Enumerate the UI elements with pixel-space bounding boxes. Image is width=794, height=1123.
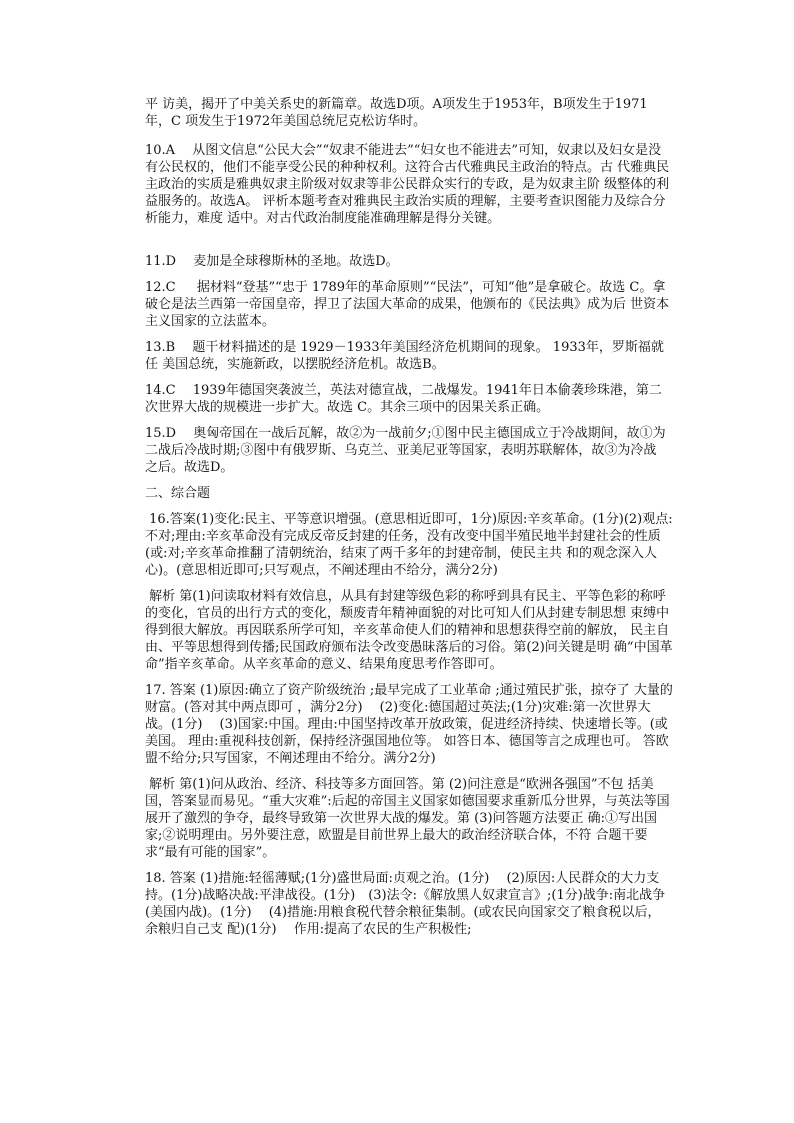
document-page bbox=[145, 96, 673, 938]
paragraph-answer-15: 15.D 奥匈帝国在一战后瓦解，故②为一战前夕;①图中民主德国成立于冷战期间，故①为 二战后冷战时期;③图中有俄罗斯、乌克兰、亚美尼亚等国家，表明苏联解体，故③为冷战 之后。故选D。 bbox=[145, 426, 670, 475]
paragraph-answer-13: 13.B 题干材料描述的是 1929－1933年美国经济危机期间的现象。 1933年，罗斯福就任 美国总统，实施新政，以摆脱经济危机。故选B。 bbox=[145, 340, 664, 372]
paragraph-answer-16: 16.答案(1)变化:民主、平等意识增强。(意思相近即可，1分)原因:辛亥革命。(1分)(2)观点:不对;理由:辛亥革命没有完成反帝反封建的任务，没有改变中国半殖民地半封建社会的性质(或:对;辛亥革命推翻了清朝统治，结束了两千多年的封建帝制，使民主共 和的观念深入人心)。(意思相近即可;只写观点，不阐述理由不给分，满分2分) bbox=[145, 512, 673, 578]
paragraph-answer-11: 11.D 麦加是全球穆斯林的圣地。故选D。 bbox=[145, 254, 399, 269]
paragraph-analysis-16: 解析 第(1)问读取材料有效信息，从具有封建等级色彩的称呼到具有民主、平等色彩的称呼的变化，官员的出行方式的变化，颓废青年精神面貌的对比可知人们从封建专制思想 束缚中得到很大解放。再因联系所学可知，辛亥革命使人们的精神和思想获得空前的解放， 民主自由、平等思想得到传播;民国政府颁布法令改变愚昧落后的习俗。第(2)问关键是明 确“中国革命”指辛亥革命。从辛亥革命的意义、结果角度思考作答即可。 bbox=[145, 589, 673, 672]
paragraph-analysis-17: 解析 第(1)问从政治、经济、科技等多方面回答。第 (2)问注意是“欧洲各强国”不包 括美国，答案显而易见。“重大灾难”:后起的帝国主义国家如德国要求重新瓜分世界，与英法等国展开了激烈的争夺，最终导致第一次世界大战的爆发。第 (3)问答题方法要正 确:①写出国家;②说明理由。另外要注意，欧盟是目前世界上最大的政治经济联合体，不符 合题干要求“最有可能的国家”。 bbox=[145, 777, 670, 860]
paragraph-answer-12: 12.C 据材料“登基”“忠于 1789年的革命原则”“民法”，可知“他”是拿破仑。故选 C。拿破仑是法兰西第一帝国皇帝，捍卫了法国大革命的成果，他颁布的《民法典》成为后 世资本主义国家的立法蓝本。 bbox=[145, 280, 670, 329]
paragraph-answer-14: 14.C 1939年德国突袭波兰，英法对德宣战，二战爆发。1941年日本偷袭珍珠港，第二次世界大战的规模进一步扩大。故选 C。其余三项中的因果关系正确。 bbox=[145, 383, 662, 415]
section-heading-comprehensive: 二、综合题 bbox=[145, 486, 211, 501]
paragraph-answer-18: 18. 答案 (1)措施:轻徭薄赋;(1分)盛世局面:贞观之治。(1分) (2)原因:人民群众的大力支持。(1分)战略决战:平津战役。(1分) (3)法令:《解放黑人奴隶宣言》;(1分)战争:南北战争(美国内战)。(1分) (4)措施:用粮食税代替余粮征集制。(或农民向国家交了粮食税以后，余粮归自己支 配)(1分) 作用:提高了农民的生产积极性; bbox=[145, 871, 666, 937]
paragraph-answer-10: 10.A 从图文信息“公民大会”“奴隶不能进去”“妇女也不能进去”可知，奴隶以及妇女是没有公民权的，他们不能享受公民的种种权利。这符合古代雅典民主政治的特点。古 代雅典民主政治的实质是雅典奴隶主阶级对奴隶等非公民群众实行的专政，是为奴隶主阶 级整体的利益服务的。故选A。 评析本题考查对雅典民主政治实质的理解，主要考查识图能力及综合分析能力，难度 适中。对古代政治制度能准确理解是得分关键。 bbox=[145, 143, 670, 226]
paragraph-answer-17: 17. 答案 (1)原因:确立了资产阶级统治 ;最早完成了工业革命 ;通过殖民扩张，掠夺了 大量的财富。(答对其中两点即可 ，满分2分) (2)变化:德国超过英法;(1分)灾难:第一次世界大战。(1分) (3)国家:中国。理由:中国坚持改革开放政策，促进经济持续、快速增长等。(或美国。 理由:重视科技创新，保持经济强国地位等。 如答日本、德国等言之成理也可。 答欧盟不给分;只写国家，不阐述理由不给分。满分2分) bbox=[145, 683, 673, 766]
paragraph-answer-9-continued: 平 访美，揭开了中美关系史的新篇章。故选D项。A项发生于1953年，B项发生于1971年，C 项发生于1972年美国总统尼克松访华时。 bbox=[145, 97, 648, 129]
